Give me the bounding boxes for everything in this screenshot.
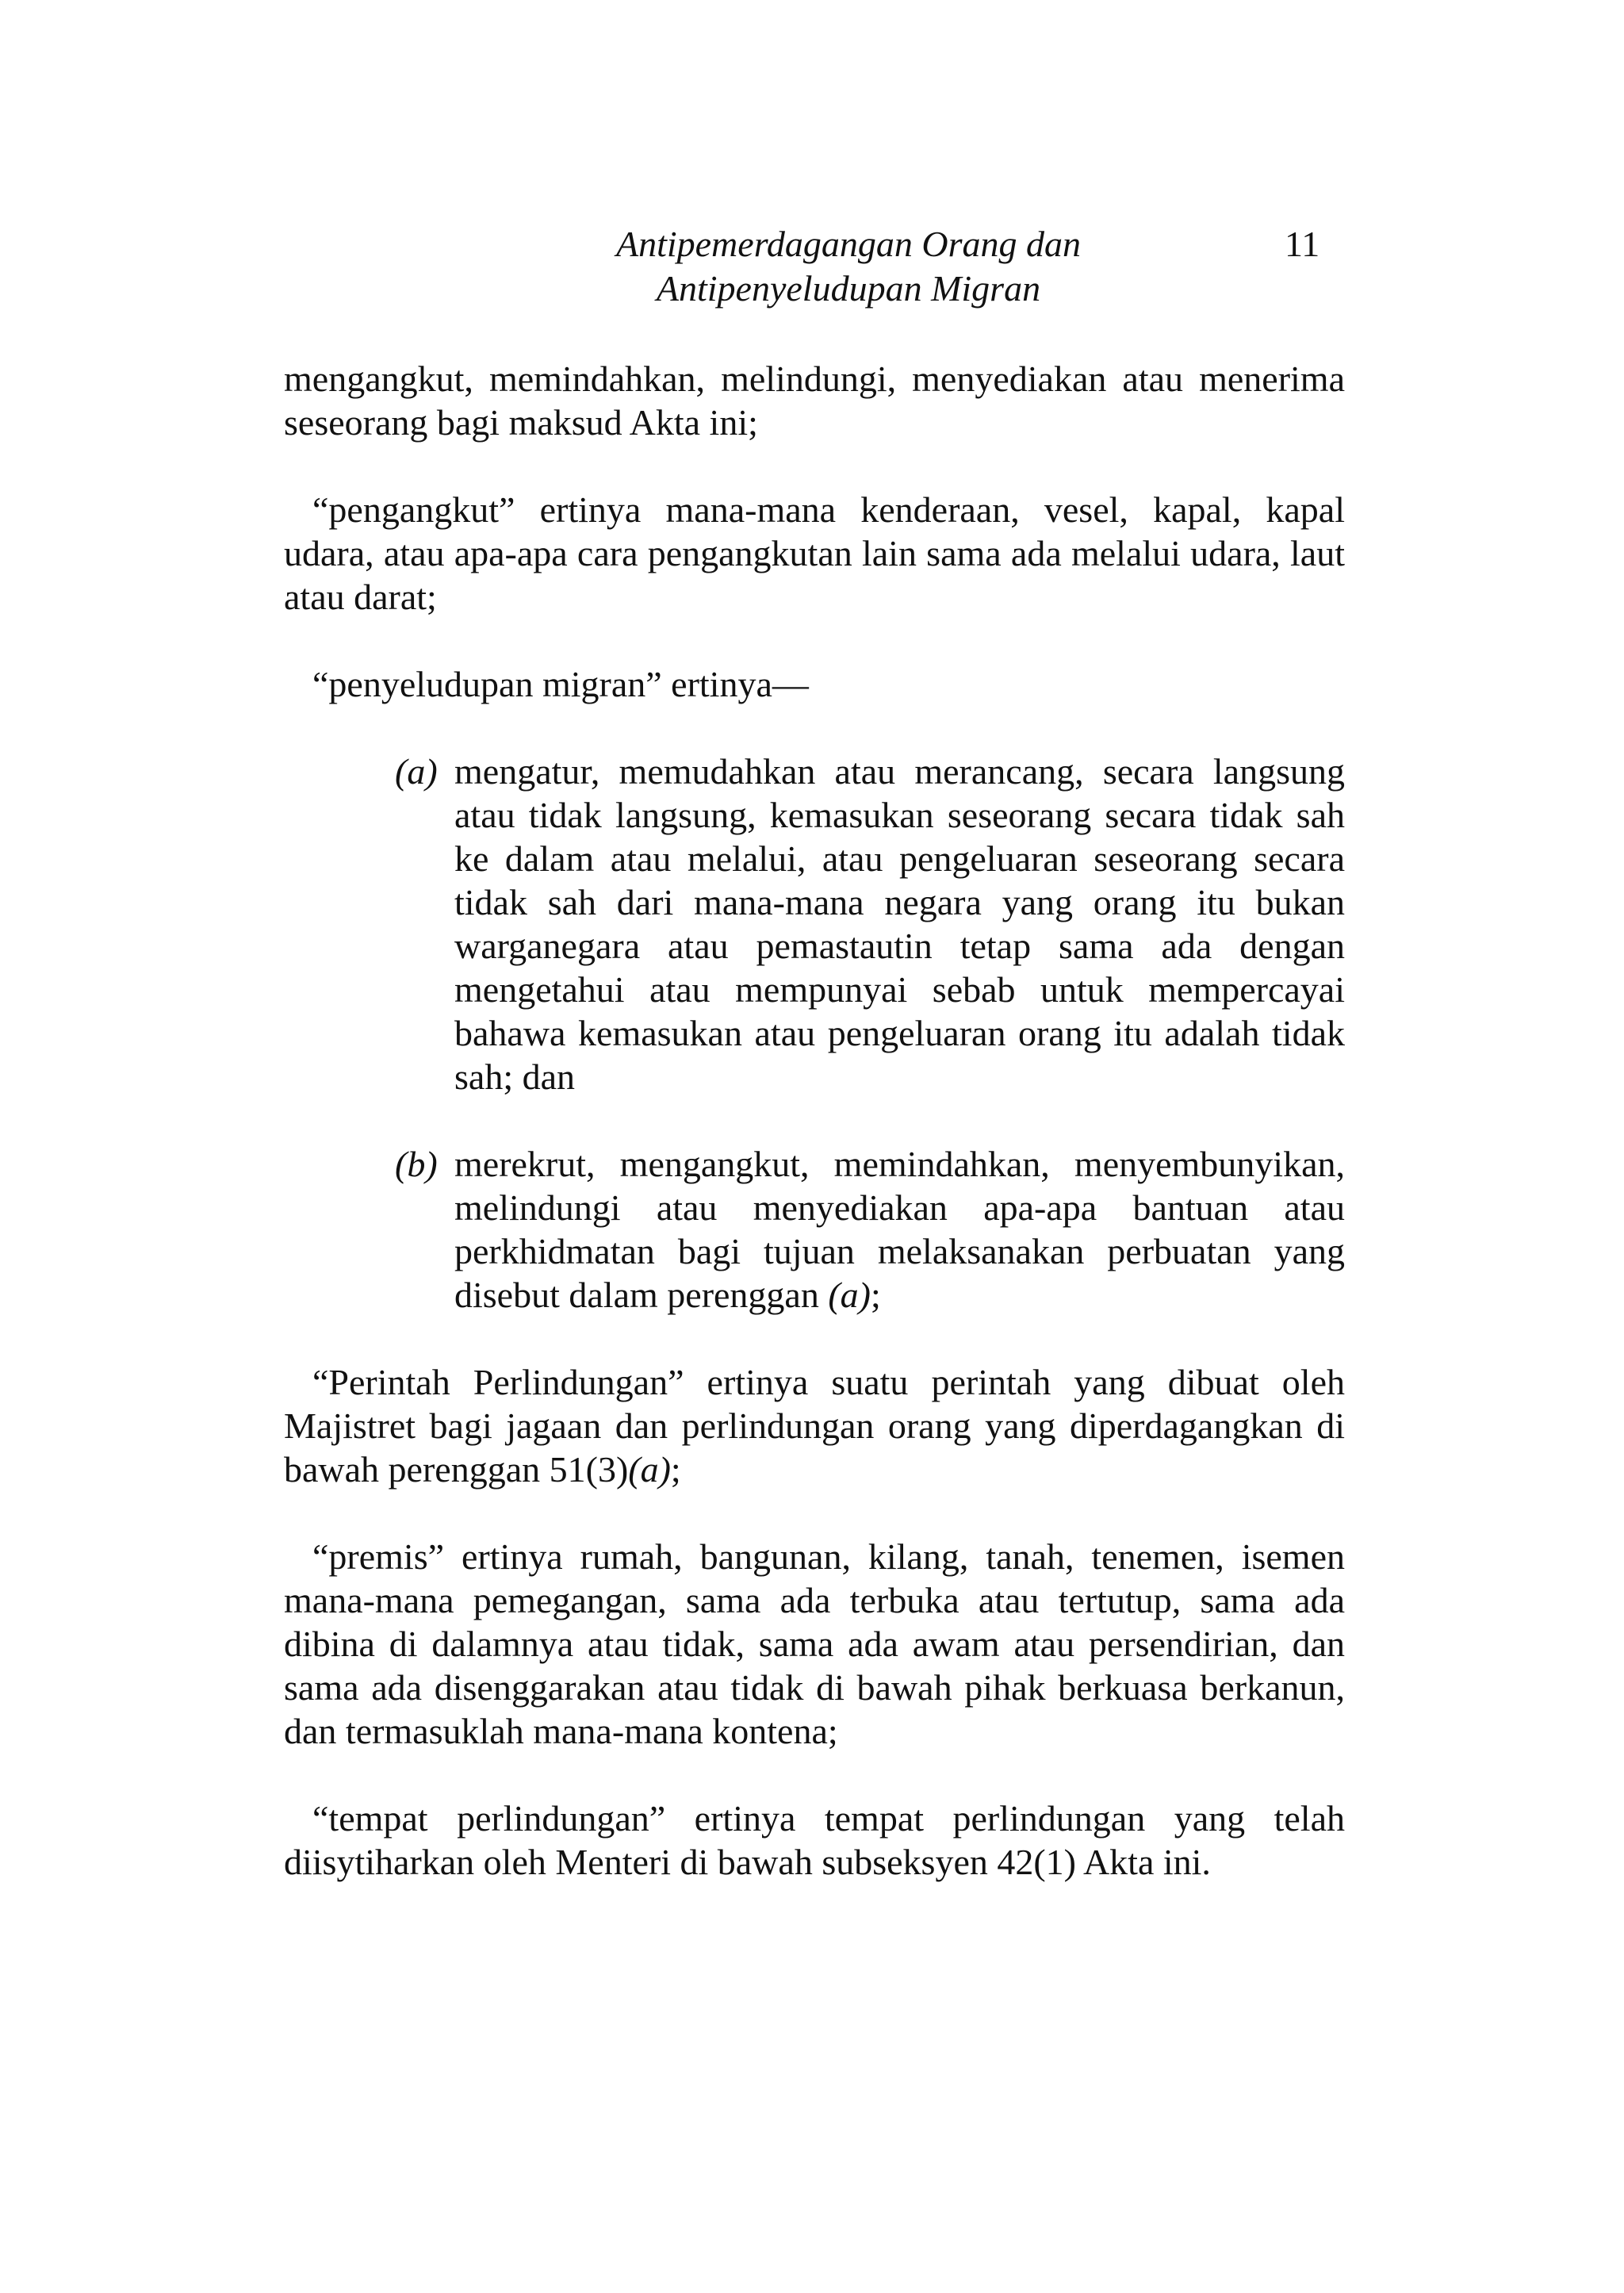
running-header-line-1: Antipemerdagangan Orang dan xyxy=(615,224,1082,264)
running-header-line-2: Antipenyeludupan Migran xyxy=(656,268,1041,309)
list-item-a xyxy=(284,750,1345,1099)
definition-perintah-perlindungan xyxy=(284,1360,1345,1491)
running-header xyxy=(555,222,1142,311)
list-item-text: mengatur, memudahkan atau merancang, secara langsung atau tidak langsung, kemasukan seseorang secara tidak sah ke dalam atau melalui, atau pengeluaran seseorang secara tidak sah dari mana-mana negara yang orang itu bukan warganegara atau pemastautin tetap sama ada dengan mengetahui atau mempunyai sebab untuk mempercayai bahawa kemasukan atau pengeluaran orang itu adalah tidak sah; dan xyxy=(454,751,1345,1097)
continuation-paragraph: mengangkut, memindahkan, melindungi, menyediakan atau menerima seseorang bagi maksud Akta ini; xyxy=(284,359,1345,443)
list-item-text xyxy=(454,1142,1345,1317)
definition-perintah-end: ; xyxy=(670,1449,681,1490)
list-item-text-main: merekrut, mengangkut, memindahkan, menyembunyikan, melindungi atau menyediakan apa-apa bantuan atau perkhidmatan bagi tujuan melaksanakan perbuatan yang disebut dalam perenggan xyxy=(454,1144,1345,1315)
paragraph-reference: (a) xyxy=(628,1449,671,1490)
list-item-label: (b) xyxy=(395,1144,438,1184)
list-item-text-end: ; xyxy=(870,1275,881,1315)
paragraph-reference: (a) xyxy=(828,1275,871,1315)
definition-perintah-text: “Perintah Perlindungan” ertinya suatu perintah yang dibuat oleh Majistret bagi jagaan dan perlindungan orang yang diperdagangkan di bawah perenggan 51(3) xyxy=(284,1362,1345,1490)
document-body xyxy=(284,357,1345,1927)
list-item-b xyxy=(284,1142,1345,1317)
page-number: 11 xyxy=(1285,224,1320,264)
definition-premis: “premis” ertinya rumah, bangunan, kilang, tanah, tenemen, isemen mana-mana pemegangan, sama ada terbuka atau tertutup, sama ada dibina di dalamnya atau tidak, sama ada awam atau persendirian, dan sama ada disenggarakan atau tidak di bawah pihak berkuasa berkanun, dan termasuklah mana-mana kontena; xyxy=(284,1536,1345,1751)
definition-penyeludupan-migran: “penyeludupan migran” ertinya— xyxy=(312,664,809,704)
definition-pengangkut: “pengangkut” ertinya mana-mana kenderaan, vesel, kapal, kapal udara, atau apa-apa cara pengangkutan lain sama ada melalui udara, laut atau darat; xyxy=(284,489,1345,617)
definition-tempat-perlindungan: “tempat perlindungan” ertinya tempat perlindungan yang telah diisytiharkan oleh Menteri di bawah subseksyen 42(1) Akta ini. xyxy=(284,1798,1345,1882)
list-item-label: (a) xyxy=(395,751,438,792)
